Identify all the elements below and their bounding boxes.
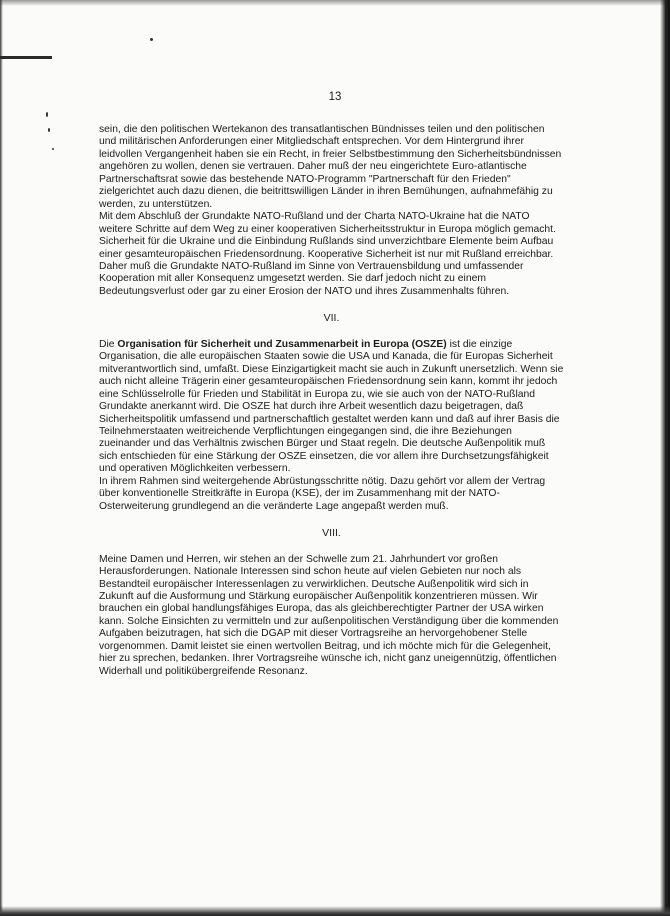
section-heading-viii: VIII. [322, 527, 341, 540]
paragraph-nato-russia: Mit dem Abschluß der Grundakte NATO-Rußland und der Charta NATO-Ukraine hat die NATO weitere Schritte auf dem Weg zu einer kooperativen Sicherheitsstruktur in Europa möglich gemacht. Sicherheit für die Ukraine und die Einbindung Rußlands sind unverzichtbare Elemente beim Aufbau einer gesamteuropäischen Friedensordnung. Kooperative Sicherheit ist nur mit Rußland erreichbar. Daher muß die Grundakte NATO-Rußland im Sinne von Vertrauensbildung und umfassender Kooperation mit aller Konsequenz umgesetzt werden. Sie darf jedoch nicht zu einem Bedeutungsverlust oder gar zu einer Erosion der NATO und ihres Zusammenhalts führen. [99, 211, 556, 297]
scan-speck [48, 128, 50, 132]
paragraph-osze-lead: Die [99, 338, 118, 350]
scan-left-mark [0, 56, 52, 59]
paragraph-closing: Meine Damen und Herren, wir stehen an der Schwelle zum 21. Jahrhundert vor großen Herausforderungen. Nationale Interessen sind schon heute auf vielen Gebieten nur noch als Bestandteil europäischer Interessenlagen zu verwirklichen. Deutsche Außenpolitik wird sich in Zukunft auf die Ausformung und Stärkung europäischer Außenpolitik konzentrieren müssen. Wir brauchen ein global handlungsfähiges Europa, das als gleichberechtigter Partner der USA wirken kann. Solche Einsichten zu vermitteln und zur außenpolitischen Verständigung über die kommenden Aufgaben beizutragen, hat sich die DGAP mit dieser Vortragsreihe an hervorgehobener Stelle vorgenommen. Damit leistet sie einen wertvollen Beitrag, und ich möchte mich für die Gelegenheit, hier zu sprechen, bedanken. Ihrer Vortragsreihe wünsche ich, nicht ganz uneigennützig, öffentlichen Widerhall und politikübergreifende Resonanz. [99, 553, 559, 677]
scan-top-shadow [0, 0, 670, 6]
paragraph-osze-rest: ist die einzige Organisation, die alle europäischen Staaten sowie die USA und Kanada, die für Europas Sicherheit mitverantwortlich sind, umfaßt. Diese Einzigartigkeit macht sie auch in Zukunft unersetzlich. Wenn sie auch nicht alleine Trägerin einer gesamteuropäischen Friedensordnung sein kann, kommt ihr jedoch eine Schlüsselrolle für Frieden und Stabilität in Europa zu, wie sie auch von der NATO-Rußland Grundakte anerkannt wird. Die OSZE hat durch ihre Arbeit wesentlich dazu beigetragen, daß Sicherheitspolitik umfassend und partnerschaftlich gestaltet werden kann und daß auf ihrer Basis die Teilnehmerstaaten weitreichende Verpflichtungen eingegangen sind, die ihre Beziehungen zueinander und das Verhältnis zwischen Bürger und Staat regeln. Die deutsche Außenpolitik muß sich entschieden für eine Stärkung der OSZE einsetzen, die vor allem ihre Durchsetzungsfähigkeit und operativen Möglichkeiten verbessern. [99, 338, 564, 475]
scan-speck [46, 112, 48, 117]
section-heading-vii: VII. [323, 312, 340, 325]
page-number: 13 [328, 91, 342, 103]
osze-name: Organisation für Sicherheit und Zusammenarbeit in Europa (OSZE) [117, 338, 447, 350]
scan-speck [150, 38, 153, 41]
scan-speck [52, 148, 54, 150]
paragraph-disarmament: In ihrem Rahmen sind weitergehende Abrüstungsschritte nötig. Dazu gehört vor allem der Vertrag über konventionelle Streitkräfte in Europa (KSE), der im Zusammenhang mit der NATO-Osterweiterung grundlegend an die veränderte Lage angepaßt werden muß. [99, 475, 546, 512]
paragraph-osze [99, 339, 564, 476]
paragraph-nato-candidates: sein, die den politischen Wertekanon des transatlantischen Bündnisses teilen und den politischen und militärischen Anforderungen einer Mitgliedschaft entsprechen. Vor dem Hintergrund ihrer leidvollen Vergangenheit haben sie ein Recht, in freier Selbstbestimmung den Sicherheitsbündnissen angehören zu wollen, denen sie vertrauen. Daher muß der neu eingerichtete Euro-atlantische Partnerschaftsrat sowie das bestehende NATO-Programm "Partnerschaft für den Frieden" zielgerichtet auch dazu dienen, die beitrittswilligen Länder in ihren Bemühungen, aufnahmefähig zu werden, zu unterstützen. [99, 124, 562, 210]
scan-left-edge [0, 0, 3, 916]
scan-right-edge [660, 0, 670, 916]
scan-bottom-edge [0, 906, 670, 916]
body-text [99, 124, 564, 678]
